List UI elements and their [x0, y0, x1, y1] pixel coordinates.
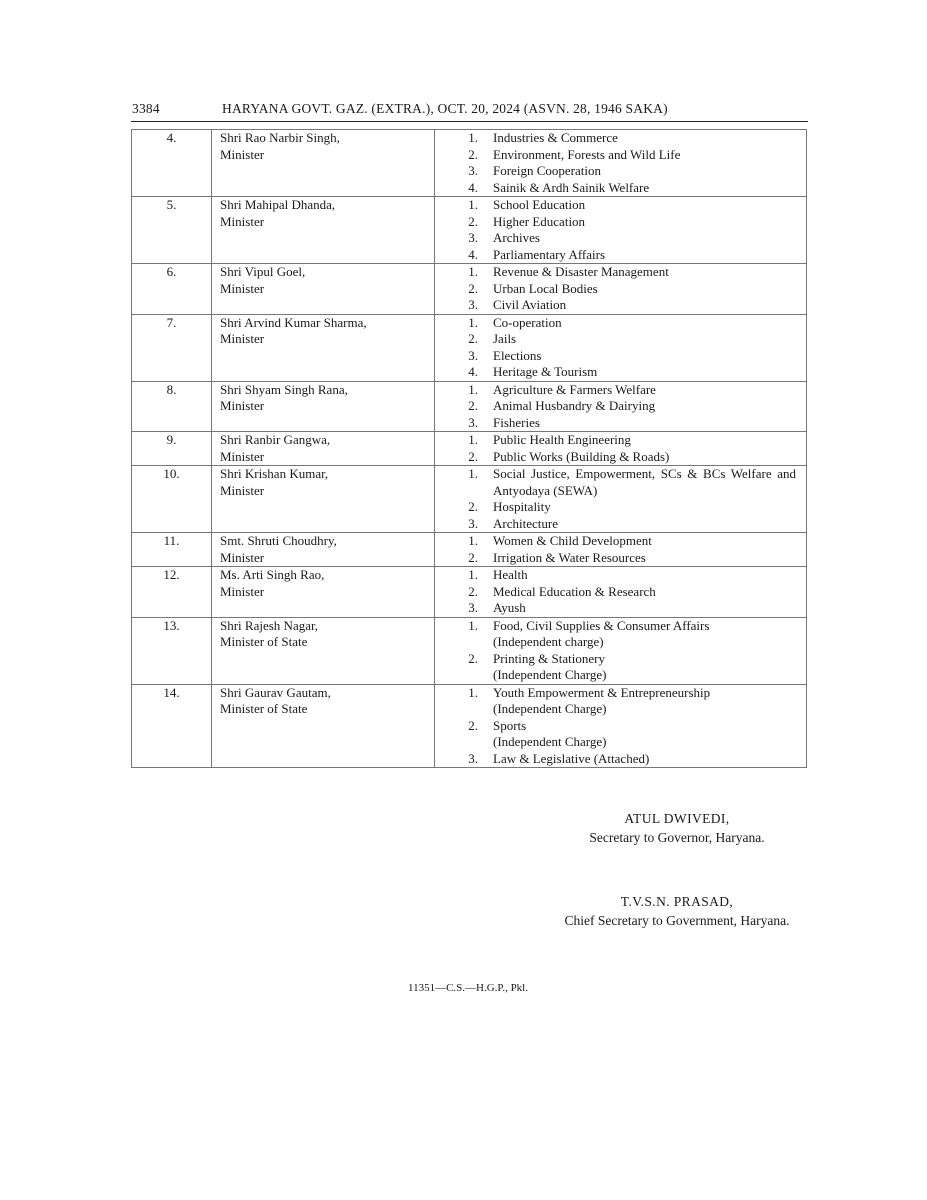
serial-number: 6.	[132, 264, 212, 315]
signatory-title: Chief Secretary to Government, Haryana.	[564, 913, 790, 928]
portfolio-text	[478, 600, 806, 617]
minister-cell	[212, 684, 435, 768]
portfolio-name: Ayush	[493, 600, 526, 615]
portfolio-number: 3.	[468, 515, 478, 531]
page-header	[131, 101, 808, 122]
minister-name: Shri Rajesh Nagar,	[220, 617, 319, 633]
signatory-title: Secretary to Governor, Haryana.	[589, 830, 765, 845]
minister-designation: Minister	[220, 583, 265, 599]
portfolio-name: Sainik & Ardh Sainik Welfare	[493, 179, 650, 195]
portfolio-text	[478, 147, 806, 164]
portfolio-number: 2.	[468, 583, 478, 599]
minister-designation: Minister	[220, 549, 265, 565]
portfolio-text	[478, 618, 806, 651]
serial-number: 7.	[132, 314, 212, 381]
portfolio-name: Women & Child Development	[493, 533, 652, 548]
portfolio-name: Irrigation & Water Resources	[493, 549, 646, 565]
portfolio-text	[478, 180, 806, 197]
portfolio-text	[478, 685, 806, 718]
portfolio-number: 1.	[468, 264, 478, 279]
page-number: 3384	[132, 101, 160, 116]
portfolio-text	[478, 315, 806, 332]
portfolio-item	[435, 466, 806, 499]
minister-name: Shri Vipul Goel,	[220, 264, 306, 279]
portfolio-item	[435, 651, 806, 684]
serial-number: 12.	[132, 567, 212, 618]
serial-number: 14.	[132, 684, 212, 768]
portfolio-number: 2.	[468, 280, 478, 296]
serial-number: 8.	[132, 381, 212, 432]
table-body	[132, 130, 807, 768]
portfolio-item	[435, 533, 806, 550]
portfolio-cell	[435, 130, 807, 197]
portfolio-cell	[435, 264, 807, 315]
serial-number: 10.	[132, 466, 212, 533]
portfolio-item	[435, 348, 806, 365]
minister-cell	[212, 432, 435, 466]
table-row	[132, 617, 807, 684]
portfolio-text	[478, 516, 806, 533]
portfolio-item	[435, 415, 806, 432]
portfolio-number: 1.	[468, 684, 478, 700]
printer-footer: 11351—C.S.—H.G.P., Pkl.	[407, 982, 528, 994]
portfolio-item	[435, 584, 806, 601]
portfolio-number: 2.	[468, 717, 478, 733]
minister-name: Shri Ranbir Gangwa,	[220, 432, 331, 447]
minister-name: Shri Gaurav Gautam,	[220, 684, 331, 700]
portfolio-item	[435, 364, 806, 381]
portfolio-name: Urban Local Bodies	[493, 280, 598, 296]
portfolio-item	[435, 331, 806, 348]
table-row	[132, 432, 807, 466]
portfolio-text	[478, 449, 806, 466]
minister-designation: Minister of State	[220, 634, 308, 649]
minister-name: Smt. Shruti Choudhry,	[220, 533, 337, 548]
portfolio-number: 2.	[468, 448, 478, 464]
portfolio-text	[478, 398, 806, 415]
portfolio-name: Industries & Commerce	[493, 130, 618, 145]
portfolio-text	[478, 550, 806, 567]
portfolio-number: 2.	[468, 499, 478, 514]
portfolio-number: 3.	[468, 230, 478, 245]
minister-designation: Minister of State	[220, 701, 308, 716]
portfolio-cell	[435, 432, 807, 466]
portfolio-number: 3.	[468, 347, 478, 363]
portfolio-number: 1.	[468, 533, 478, 548]
portfolio-text	[478, 230, 806, 247]
portfolio-item	[435, 197, 806, 214]
portfolio-name: Animal Husbandry & Dairying	[493, 398, 656, 413]
portfolio-text	[478, 466, 806, 499]
portfolio-number: 2.	[468, 213, 478, 229]
portfolio-name: Co-operation	[493, 314, 562, 330]
portfolio-number: 1.	[468, 130, 478, 145]
portfolio-number: 2.	[468, 650, 478, 666]
gazette-title: HARYANA GOVT. GAZ. (EXTRA.), OCT. 20, 2024 (ASVN. 28, 1946 SAKA)	[222, 101, 668, 116]
table-row	[132, 314, 807, 381]
portfolio-text	[478, 214, 806, 231]
portfolio-charge-note: (Independent Charge)	[493, 667, 607, 682]
portfolio-text	[478, 533, 806, 550]
portfolio-name: Medical Education & Research	[493, 583, 656, 599]
serial-number: 9.	[132, 432, 212, 466]
portfolio-cell	[435, 197, 807, 264]
portfolio-number: 1.	[468, 314, 478, 330]
minister-designation: Minister	[220, 280, 265, 296]
portfolio-text	[478, 281, 806, 298]
portfolio-name: Agriculture & Farmers Welfare	[493, 381, 656, 397]
portfolio-text	[478, 264, 806, 281]
portfolio-name: Youth Empowerment & Entrepreneurship	[493, 684, 711, 700]
portfolio-name: Food, Civil Supplies & Consumer Affairs	[493, 617, 710, 633]
portfolio-item	[435, 297, 806, 314]
minister-name: Shri Shyam Singh Rana,	[220, 381, 348, 397]
minister-designation: Minister	[220, 482, 265, 498]
portfolio-name: Fisheries	[493, 414, 540, 430]
minister-cell	[212, 533, 435, 567]
portfolio-item	[435, 751, 806, 768]
portfolio-text	[478, 499, 806, 516]
signatory-name: T.V.S.N. PRASAD,	[620, 894, 734, 909]
portfolio-item	[435, 432, 806, 449]
portfolio-cell	[435, 314, 807, 381]
portfolio-charge-note: (Independent Charge)	[493, 701, 607, 716]
portfolio-text	[478, 651, 806, 684]
portfolio-cell	[435, 617, 807, 684]
portfolio-item	[435, 567, 806, 584]
portfolio-name: Foreign Cooperation	[493, 163, 601, 178]
portfolio-item	[435, 230, 806, 247]
portfolio-charge-note: (Independent charge)	[493, 634, 604, 649]
portfolio-number: 1.	[468, 617, 478, 633]
minister-cell	[212, 617, 435, 684]
minister-cell	[212, 314, 435, 381]
portfolio-text	[478, 348, 806, 365]
minister-cell	[212, 381, 435, 432]
portfolio-text	[478, 247, 806, 264]
minister-cell	[212, 264, 435, 315]
portfolio-name: Health	[493, 567, 528, 582]
portfolio-cell	[435, 684, 807, 768]
portfolio-name: Hospitality	[493, 499, 551, 514]
table-row	[132, 567, 807, 618]
minister-designation: Minister	[220, 146, 265, 162]
portfolio-name: Archives	[493, 230, 540, 245]
minister-designation: Minister	[220, 331, 265, 346]
minister-cell	[212, 130, 435, 197]
table-row	[132, 533, 807, 567]
minister-cell	[212, 567, 435, 618]
portfolio-number: 3.	[468, 414, 478, 430]
table-row	[132, 197, 807, 264]
portfolio-text	[478, 415, 806, 432]
portfolio-number: 2.	[468, 146, 478, 162]
table-row	[132, 684, 807, 768]
portfolio-name: Law & Legislative (Attached)	[493, 750, 650, 766]
signature-block-secretary	[577, 809, 777, 847]
portfolio-name: Social Justice, Empowerment, SCs & BCs Welfare and Antyodaya (SEWA)	[493, 466, 796, 498]
portfolio-cell	[435, 533, 807, 567]
portfolio-item	[435, 281, 806, 298]
portfolio-text	[478, 584, 806, 601]
portfolio-number: 1.	[468, 466, 478, 481]
portfolio-number: 1.	[468, 381, 478, 397]
portfolio-name: Heritage & Tourism	[493, 364, 598, 379]
portfolio-item	[435, 214, 806, 231]
portfolio-number: 3.	[468, 297, 478, 312]
portfolio-item	[435, 499, 806, 516]
portfolio-cell	[435, 466, 807, 533]
minister-name: Shri Mahipal Dhanda,	[220, 197, 336, 212]
portfolio-item	[435, 618, 806, 651]
serial-number: 4.	[132, 130, 212, 197]
portfolio-number: 2.	[468, 549, 478, 565]
portfolio-item	[435, 550, 806, 567]
portfolio-name: Higher Education	[493, 213, 586, 229]
portfolio-text	[478, 197, 806, 214]
portfolio-item	[435, 264, 806, 281]
portfolio-item	[435, 382, 806, 399]
portfolio-text	[478, 382, 806, 399]
portfolio-text	[478, 364, 806, 381]
portfolio-text	[478, 331, 806, 348]
portfolio-text	[478, 297, 806, 314]
minister-name: Ms. Arti Singh Rao,	[220, 567, 325, 582]
portfolio-item	[435, 516, 806, 533]
minister-name: Shri Arvind Kumar Sharma,	[220, 314, 367, 330]
portfolio-text	[478, 567, 806, 584]
portfolio-item	[435, 398, 806, 415]
minister-designation: Minister	[220, 448, 265, 464]
portfolio-number: 4.	[468, 179, 478, 195]
portfolio-number: 3.	[468, 163, 478, 178]
portfolio-charge-note: (Independent Charge)	[493, 734, 607, 749]
portfolio-item	[435, 163, 806, 180]
minister-name: Shri Krishan Kumar,	[220, 466, 329, 481]
portfolio-item	[435, 315, 806, 332]
table-row	[132, 466, 807, 533]
portfolio-cell	[435, 567, 807, 618]
portfolio-number: 4.	[468, 246, 478, 262]
portfolio-number: 2.	[468, 398, 478, 413]
portfolio-text	[478, 130, 806, 147]
portfolio-text	[478, 163, 806, 180]
portfolio-name: Printing & Stationery	[493, 650, 605, 666]
portfolio-name: Jails	[493, 331, 517, 346]
portfolio-name: Sports	[493, 717, 527, 733]
portfolio-number: 4.	[468, 364, 478, 379]
minister-designation: Minister	[220, 213, 265, 229]
portfolio-name: Architecture	[493, 515, 558, 531]
portfolio-number: 2.	[468, 331, 478, 346]
minister-name: Shri Rao Narbir Singh,	[220, 130, 340, 145]
serial-number: 11.	[132, 533, 212, 567]
portfolio-name: Public Works (Building & Roads)	[493, 448, 670, 464]
portfolio-name: Elections	[493, 347, 542, 363]
portfolio-text	[478, 718, 806, 751]
portfolio-number: 1.	[468, 197, 478, 212]
portfolio-name: Parliamentary Affairs	[493, 246, 606, 262]
portfolio-item	[435, 130, 806, 147]
table-row	[132, 264, 807, 315]
signature-block-chief-secretary	[557, 892, 797, 930]
portfolio-name: Public Health Engineering	[493, 432, 631, 447]
serial-number: 5.	[132, 197, 212, 264]
portfolio-name: Environment, Forests and Wild Life	[493, 146, 681, 162]
portfolio-number: 1.	[468, 432, 478, 447]
portfolio-name: Civil Aviation	[493, 297, 567, 312]
portfolio-text	[478, 432, 806, 449]
portfolio-cell	[435, 381, 807, 432]
ministers-portfolio-table	[131, 129, 807, 768]
portfolio-item	[435, 147, 806, 164]
portfolio-item	[435, 685, 806, 718]
table-row	[132, 381, 807, 432]
minister-designation: Minister	[220, 398, 265, 413]
portfolio-item	[435, 180, 806, 197]
portfolio-item	[435, 718, 806, 751]
minister-cell	[212, 466, 435, 533]
portfolio-number: 3.	[468, 750, 478, 766]
signatory-name: ATUL DWIVEDI,	[624, 811, 730, 826]
table-row	[132, 130, 807, 197]
minister-cell	[212, 197, 435, 264]
portfolio-item	[435, 247, 806, 264]
portfolio-name: School Education	[493, 197, 586, 212]
portfolio-text	[478, 751, 806, 768]
portfolio-name: Revenue & Disaster Management	[493, 264, 669, 279]
portfolio-item	[435, 600, 806, 617]
portfolio-number: 1.	[468, 567, 478, 582]
portfolio-item	[435, 449, 806, 466]
portfolio-number: 3.	[468, 600, 478, 615]
serial-number: 13.	[132, 617, 212, 684]
